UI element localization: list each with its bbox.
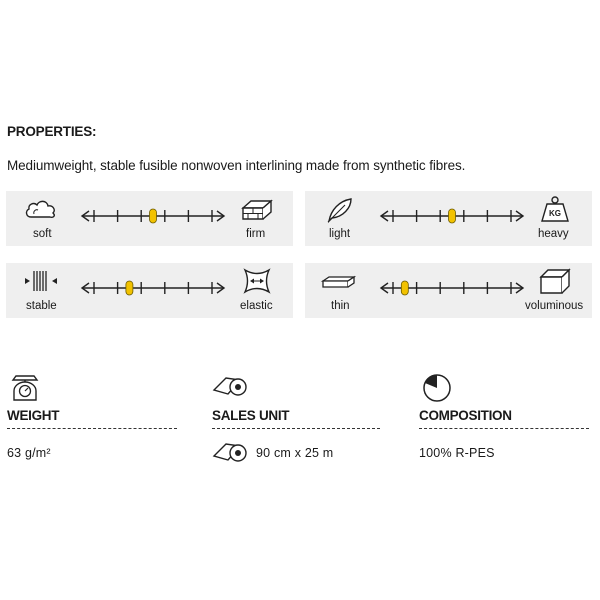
fabric-roll-icon bbox=[212, 372, 248, 402]
scale-track bbox=[378, 278, 526, 298]
stretch-fabric-icon bbox=[242, 267, 272, 295]
brick-icon bbox=[240, 197, 274, 223]
kg-weight-icon bbox=[539, 195, 571, 223]
scale-panel-soft-firm bbox=[6, 191, 293, 246]
scale-right-label: heavy bbox=[538, 228, 569, 240]
svg-text:KG: KG bbox=[549, 209, 561, 218]
composition-value: 100% R-PES bbox=[419, 446, 495, 460]
scale-right-label: voluminous bbox=[525, 300, 584, 312]
scale-right-label: firm bbox=[246, 228, 266, 240]
scale-left-label: light bbox=[329, 228, 351, 240]
scale-marker bbox=[126, 281, 133, 295]
cloud-icon bbox=[23, 197, 59, 221]
scale-left-label: stable bbox=[26, 300, 57, 312]
properties-description: Mediumweight, stable fusible nonwoven interlining made from synthetic fibres. bbox=[7, 158, 466, 173]
sales-unit-title: SALES UNIT bbox=[212, 408, 290, 423]
scale-track bbox=[79, 206, 227, 226]
scale-panel-thin-voluminous bbox=[305, 263, 592, 318]
scale-track bbox=[378, 206, 526, 226]
feather-icon bbox=[325, 196, 355, 224]
scale-marker bbox=[449, 209, 456, 223]
scale-panel-light-heavy bbox=[305, 191, 592, 246]
scale-marker bbox=[150, 209, 157, 223]
thin-block-icon bbox=[321, 275, 357, 291]
composition-divider bbox=[419, 428, 589, 429]
weight-divider bbox=[7, 428, 177, 429]
pie-chart-icon bbox=[419, 372, 455, 404]
weight-value: 63 g/m² bbox=[7, 446, 51, 460]
scale-panel-stable-elastic bbox=[6, 263, 293, 318]
scale-right-label: elastic bbox=[240, 300, 273, 312]
scale-left-label: soft bbox=[33, 228, 52, 240]
sales-unit-value: 90 cm x 25 m bbox=[256, 446, 334, 460]
properties-title: PROPERTIES: bbox=[7, 124, 97, 139]
scale-left-label: thin bbox=[331, 300, 350, 312]
scale-marker bbox=[401, 281, 408, 295]
sales-unit-divider bbox=[212, 428, 380, 429]
weight-title: WEIGHT bbox=[7, 408, 60, 423]
scale-track bbox=[79, 278, 227, 298]
stable-fabric-icon bbox=[23, 268, 59, 294]
box-icon bbox=[538, 267, 572, 295]
fabric-roll-icon bbox=[212, 438, 248, 468]
scale-icon bbox=[7, 372, 43, 402]
composition-title: COMPOSITION bbox=[419, 408, 512, 423]
